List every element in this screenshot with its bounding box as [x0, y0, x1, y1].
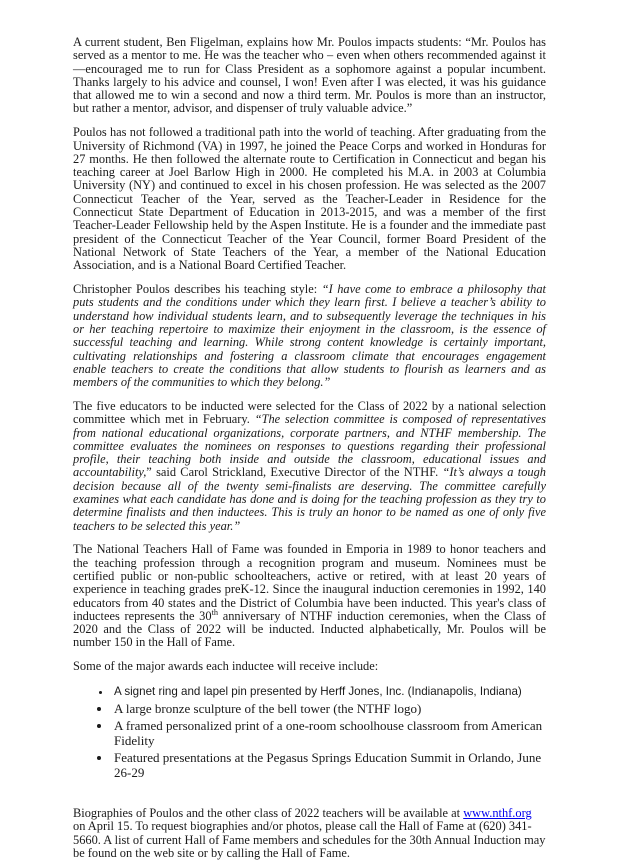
award-list-item: • A framed personalized print of a one-room schoolhouse classroom from American Fidelity [112, 718, 546, 748]
nthf-website-link[interactable]: www.nthf.org [463, 806, 532, 821]
award-list-item: • A signet ring and lapel pin presented by Herff Jones, Inc. (Indianapolis, Indiana) [112, 684, 546, 699]
contact-info-paragraph [73, 807, 546, 860]
selection-committee-paragraph-run-3: “It’s always a tough decision because all of the twenty semi-finalists are deserving. The committee carefully examines what each candidate has done and is doing for the teaching profession as they try to determine finalists and then inductees. This is truly an honor to be named as one of only five teachers to be selected this year.” [73, 465, 546, 533]
awards-list [73, 684, 546, 780]
document-body [73, 36, 546, 860]
career-history-paragraph-run-0: Poulos has not followed a traditional path into the world of teaching. After graduating from the University of Richmond (VA) in 1997, he joined the Peace Corps and worked in Honduras for 27 months. He then followed the alternate route to Certification in Connecticut and began his teaching career at Joel Barlow High in 2000. He completed his M.A. in 2003 at Columbia University (NY) and continued to excel in his chosen profession. He was selected as the 2007 Connecticut Teacher of the Year, served as the Teacher-Leader in Residence for the Connecticut State Department of Education in 2013-2015, and was a member of the first Teacher-Leader Fellowship held by the Aspen Institute. He is a founder and the immediate past president of the Connecticut Teacher of the Year Council, former Board President of the National Network of State Teachers of the Year, a member of the National Education Association, and is a National Board Certified Teacher. [73, 125, 546, 273]
student-quote-paragraph-run-0: A current student, Ben Fligelman, explains how Mr. Poulos impacts students: “Mr. Poulos has served as a mentor to me. He was the teacher who – even when others recommended against it—encouraged me to run for Class President as a sophomore against a popular incumbent. Thanks largely to his advice and counsel, I won! Even after I was elected, it was his guidance that allowed me to win a second and now a third term. Mr. Poulos is more than an instructor, but rather a mentor, advisor, and dispenser of truly valuable advice.” [73, 35, 546, 116]
nthf-history-paragraph-run-0: The National Teachers Hall of Fame was founded in Emporia in 1989 to honor teachers and the teaching profession through a recognition program and museum. Nominees must be certified public or non-public schoolteachers, active or retired, with at least 20 years of experience in teaching grades preK-12. Since the inaugural induction ceremonies in 1992, 140 educators from 40 states and the District of Columbia have been inducted. This year's class of inductees represents the 30 [73, 542, 546, 623]
selection-committee-paragraph-run-2: ” said Carol Strickland, Executive Director of the NTHF. [146, 465, 443, 480]
selection-committee-paragraph-run-1: “The selection committee is composed of representatives from national educational organizations, corporate partners, and NTHF membership. The committee evaluates the nominees on responses to questions regarding their professional profile, their teaching both inside and outside the classroom, educational issues and accountability, [73, 412, 546, 480]
teaching-style-paragraph-run-0: Christopher Poulos describes his teaching style: [73, 282, 322, 297]
nthf-history-paragraph-run-2: anniversary of NTHF induction ceremonies, when the Class of 2020 and the Class of 2022 will be inducted. Inducted alphabetically, Mr. Poulos will be number 150 in the Hall of Fame. [73, 608, 546, 650]
awards-intro-paragraph [73, 660, 546, 673]
nthf-history-paragraph [73, 543, 546, 649]
career-history-paragraph [73, 126, 546, 272]
nthf-history-paragraph-run-1: th [211, 607, 219, 617]
teaching-style-paragraph-run-1: “I have come to embrace a philosophy that puts students and the conditions under which they learn first. I believe a teacher’s ability to understand how individual students learn, and to subsequently leverage the techniques in his or her teaching repertoire to maximize their enjoyment in the classroom, is the essence of successful teaching and learning. While strong content knowledge is certainly important, cultivating relationships and fostering a classroom climate that encourages engagement enable teachers to create the conditions that allow students to flourish as learners and as members of the communities to which they belong.” [73, 282, 546, 390]
award-list-item: • A large bronze sculpture of the bell tower (the NTHF logo) [112, 701, 546, 716]
teaching-style-paragraph [73, 283, 546, 389]
contact-info-paragraph-run-2: on April 15. To request biographies and/or photos, please call the Hall of Fame at (620) 341-5660. A list of current Hall of Fame members and schedules for the 30th Annual Induction may be found on the web site or by calling the Hall of Fame. [73, 819, 546, 860]
selection-committee-paragraph [73, 400, 546, 533]
selection-committee-paragraph-run-0: The five educators to be inducted were selected for the Class of 2022 by a national selection committee which met in February. [73, 398, 546, 427]
student-quote-paragraph [73, 36, 546, 116]
award-list-item: • Featured presentations at the Pegasus Springs Education Summit in Orlando, June 26-29 [112, 750, 546, 780]
contact-info-paragraph-run-0: Biographies of Poulos and the other class of 2022 teachers will be available at [73, 806, 464, 821]
awards-intro-paragraph-run-0: Some of the major awards each inductee will receive include: [73, 659, 379, 674]
